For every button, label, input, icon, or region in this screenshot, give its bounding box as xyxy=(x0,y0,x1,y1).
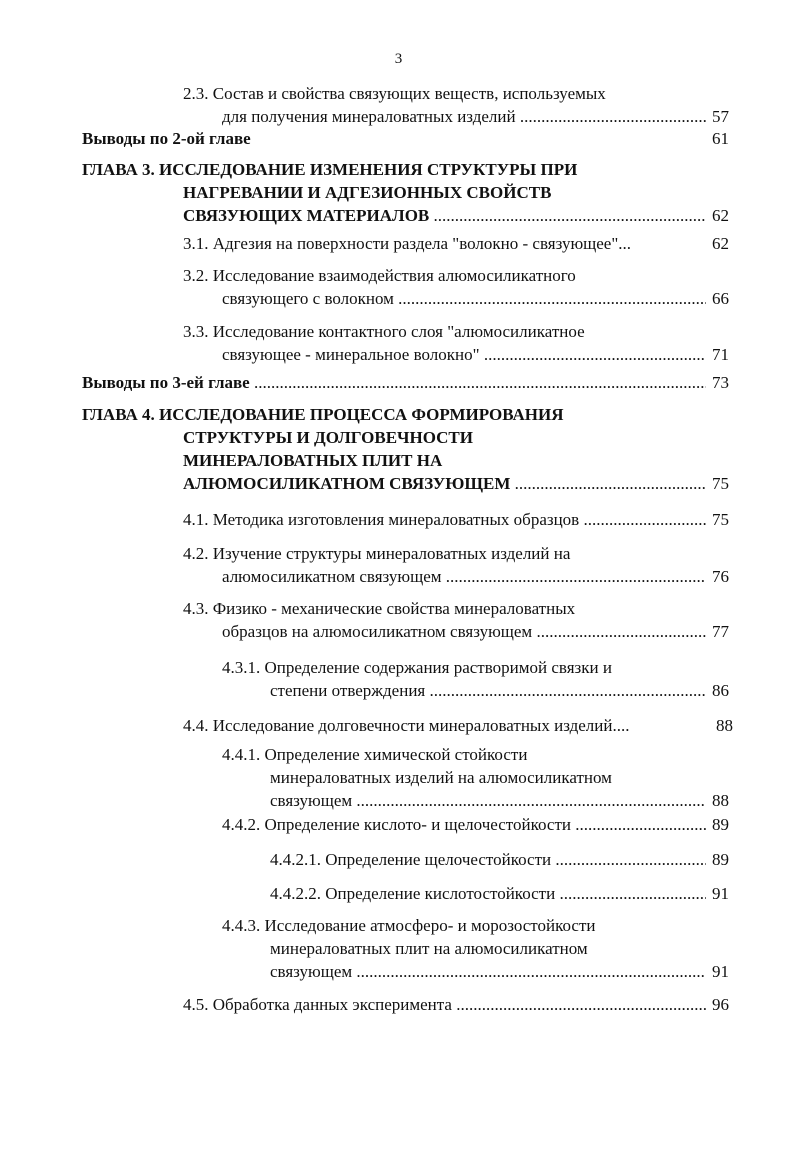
toc-title-line: образцов на алюмосиликатном связующем ..... xyxy=(222,620,706,643)
toc-page-number: 91 xyxy=(712,962,729,981)
toc-title-line: минераловатных изделий на алюмосиликатном xyxy=(270,768,612,787)
toc-title-line: 4.3. Физико - механические свойства минераловатных xyxy=(183,599,576,618)
toc-title-line: связующее - минеральное волокно" ..... xyxy=(222,343,706,366)
toc-page-number: 61 xyxy=(712,129,729,148)
toc-page-number: 57 xyxy=(712,107,729,126)
toc-title-line: Выводы по 3-ей главе ..... xyxy=(82,371,706,394)
toc-page-number: 86 xyxy=(712,681,729,700)
toc-title-line: 3.1. Адгезия на поверхности раздела "волокно - связующее"... xyxy=(183,234,632,253)
toc-title-line: 4.4.3. Исследование атмосферо- и морозостойкости xyxy=(222,916,596,935)
page-number: 3 xyxy=(394,51,403,67)
toc-page-number: 62 xyxy=(712,206,729,225)
toc-page-number: 91 xyxy=(712,884,729,903)
toc-page-number: 76 xyxy=(712,567,729,586)
toc-page-number: 73 xyxy=(712,373,729,392)
toc-title-line: 4.1. Методика изготовления минераловатных образцов ..... xyxy=(183,508,706,531)
toc-title-line: МИНЕРАЛОВАТНЫХ ПЛИТ НА xyxy=(183,451,443,470)
toc-title-line: 2.3. Состав и свойства связующих веществ, используемых xyxy=(183,84,606,103)
toc-title-line: 4.4.1. Определение химической стойкости xyxy=(222,745,528,764)
toc-page-number: 88 xyxy=(716,716,733,735)
toc-title-line: для получения минераловатных изделий ..... xyxy=(222,105,706,128)
toc-title-line: связующем ..... xyxy=(270,789,706,812)
toc-title-line: Выводы по 2-ой главе xyxy=(82,129,251,148)
toc-page-number: 75 xyxy=(712,510,729,529)
toc-page-number: 71 xyxy=(712,345,729,364)
toc-title-line: 4.2. Изучение структуры минераловатных изделий на xyxy=(183,544,571,563)
toc-page-number: 62 xyxy=(712,234,729,253)
toc-title-line: минераловатных плит на алюмосиликатном xyxy=(270,939,588,958)
toc-title-line: 4.4.2.1. Определение щелочестойкости ..... xyxy=(270,848,706,871)
toc-title-line: 3.2. Исследование взаимодействия алюмосиликатного xyxy=(183,266,576,285)
toc-title-line: 4.5. Обработка данных эксперимента ..... xyxy=(183,993,706,1016)
toc-title-line: СВЯЗУЮЩИХ МАТЕРИАЛОВ ..... xyxy=(183,204,706,227)
toc-title-line: 4.4. Исследование долговечности минераловатных изделий.... xyxy=(183,716,630,735)
toc-title-line: 4.3.1. Определение содержания растворимой связки и xyxy=(222,658,612,677)
toc-title-line: АЛЮМОСИЛИКАТНОМ СВЯЗУЮЩЕМ ..... xyxy=(183,472,706,495)
toc-page-number: 96 xyxy=(712,995,729,1014)
toc-title-line: ГЛАВА 4. ИССЛЕДОВАНИЕ ПРОЦЕССА ФОРМИРОВАНИЯ xyxy=(82,405,564,424)
toc-title-line: связующего с волокном ..... xyxy=(222,287,706,310)
toc-title-line: ГЛАВА 3. ИССЛЕДОВАНИЕ ИЗМЕНЕНИЯ СТРУКТУРЫ ПРИ xyxy=(82,160,578,179)
toc-title-line: 4.4.2.2. Определение кислотостойкости ..... xyxy=(270,882,706,905)
toc-page-number: 88 xyxy=(712,791,729,810)
toc-title-line: 4.4.2. Определение кислото- и щелочестойкости ..... xyxy=(222,813,706,836)
toc-page-number: 66 xyxy=(712,289,729,308)
toc-page-number: 89 xyxy=(712,850,729,869)
toc-title-line: связующем ..... xyxy=(270,960,706,983)
toc-title-line: 3.3. Исследование контактного слоя "алюмосиликатное xyxy=(183,322,585,341)
toc-page-number: 89 xyxy=(712,815,729,834)
toc-title-line: НАГРЕВАНИИ И АДГЕЗИОННЫХ СВОЙСТВ xyxy=(183,183,552,202)
toc-title-line: степени отверждения ..... xyxy=(270,679,706,702)
toc-title-line: СТРУКТУРЫ И ДОЛГОВЕЧНОСТИ xyxy=(183,428,473,447)
toc-page-number: 75 xyxy=(712,474,729,493)
toc-page-number: 77 xyxy=(712,622,729,641)
toc-title-line: алюмосиликатном связующем ..... xyxy=(222,565,706,588)
